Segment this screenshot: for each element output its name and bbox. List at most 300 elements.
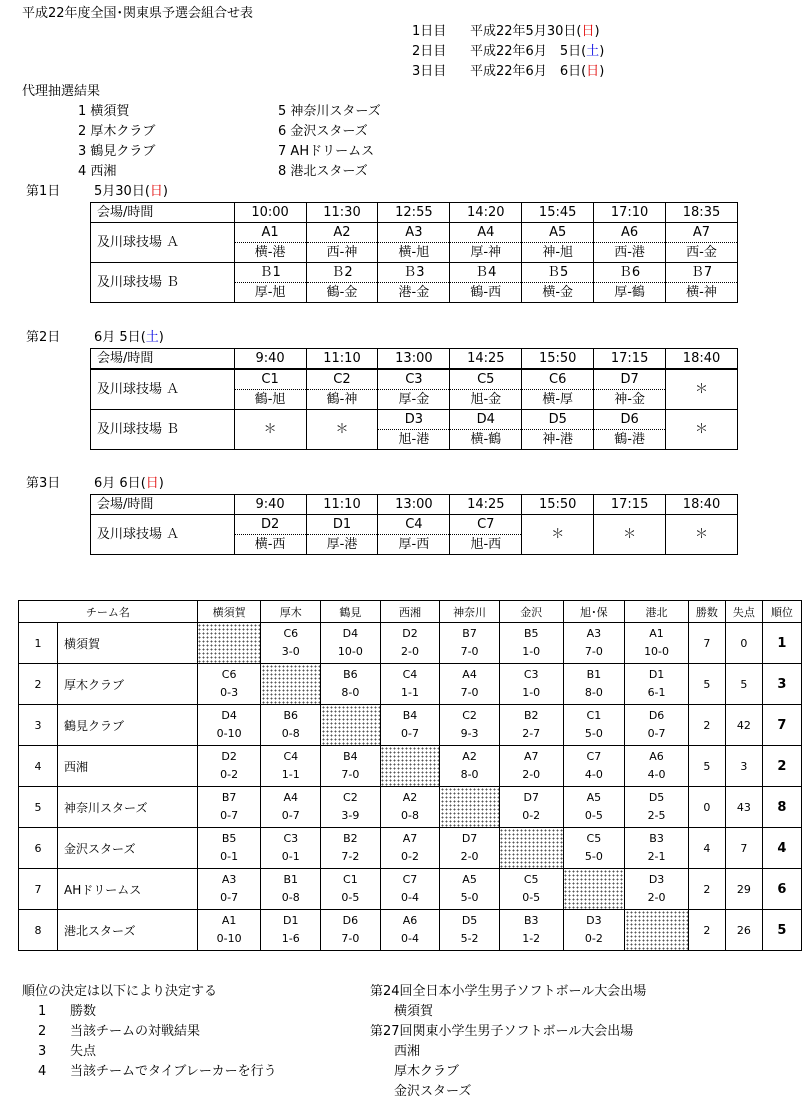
results-game-code: A4 xyxy=(283,791,299,804)
rules-heading: 順位の決定は以下により決定する xyxy=(22,984,218,999)
results-match-cell xyxy=(499,787,563,828)
results-game-code: C4 xyxy=(402,668,418,681)
results-match-cell xyxy=(197,910,261,951)
day-weekday: 日 xyxy=(581,24,595,39)
results-self-cell xyxy=(197,623,261,664)
schedule-game-code: Ｂ1 xyxy=(234,263,306,283)
qualifier-team: 厚木クラブ xyxy=(394,1064,460,1079)
results-score: 8-0 xyxy=(341,686,360,699)
schedule-game-code: C7 xyxy=(450,515,522,535)
results-score: 0-4 xyxy=(400,932,419,945)
rule-number: 4 xyxy=(38,1064,47,1079)
results-score: 0-8 xyxy=(400,809,419,822)
results-game-code: B6 xyxy=(343,668,358,681)
results-match-cell xyxy=(563,787,625,828)
schedule-day-label: 第1日 xyxy=(26,184,61,199)
results-score: 7-0 xyxy=(460,686,479,699)
day-weekday: 日 xyxy=(586,64,600,79)
schedule-venue-row xyxy=(91,515,738,535)
results-score: 0-7 xyxy=(400,727,419,740)
schedule-game-code: A2 xyxy=(306,223,378,243)
results-row xyxy=(19,787,802,828)
schedule-game-code: Ｂ4 xyxy=(450,263,522,283)
schedule-game-code: C3 xyxy=(378,369,450,390)
schedule-game-code: D3 xyxy=(378,410,450,430)
results-game-code: C7 xyxy=(402,873,418,886)
results-match-cell xyxy=(380,705,440,746)
results-game-code: A2 xyxy=(462,750,477,763)
results-score: 2-1 xyxy=(647,850,666,863)
schedule-empty-slot: ＊ xyxy=(666,410,738,450)
results-wins: 7 xyxy=(688,623,725,664)
results-match-cell xyxy=(440,869,500,910)
results-runs-allowed: 7 xyxy=(725,828,762,869)
results-game-code: D7 xyxy=(523,791,539,804)
results-score: 4-0 xyxy=(647,768,666,781)
schedule-matchup: 西-金 xyxy=(666,243,738,263)
results-match-cell xyxy=(321,787,381,828)
schedule-date-text: 6月 5日 xyxy=(94,330,141,345)
results-row xyxy=(19,746,802,787)
results-match-cell xyxy=(261,910,321,951)
results-game-code: D2 xyxy=(221,750,237,763)
schedule-matchup: 西-神 xyxy=(306,243,378,263)
results-match-cell xyxy=(625,623,689,664)
results-score: 5-0 xyxy=(584,727,603,740)
results-score: 2-7 xyxy=(522,727,541,740)
schedule-date xyxy=(94,330,164,346)
schedule-matchup: 横-西 xyxy=(234,535,306,555)
results-game-code: A5 xyxy=(586,791,602,804)
results-score: 2-0 xyxy=(647,891,666,904)
lottery-team xyxy=(78,104,129,120)
results-score: 0-7 xyxy=(647,727,666,740)
results-score: 0-8 xyxy=(281,891,300,904)
results-match-cell xyxy=(380,664,440,705)
results-game-code: B3 xyxy=(523,914,539,927)
results-runs-allowed: 42 xyxy=(725,705,762,746)
results-self-cell xyxy=(321,705,381,746)
results-header-cell: 厚木 xyxy=(261,601,321,623)
results-match-cell xyxy=(197,828,261,869)
results-self-cell xyxy=(261,664,321,705)
results-score: 0-4 xyxy=(400,891,419,904)
results-game-code: C6 xyxy=(283,627,299,640)
results-team-no: 7 xyxy=(19,869,58,910)
schedule-matchup: 横-神 xyxy=(666,283,738,303)
schedule-matchup: 厚-西 xyxy=(378,535,450,555)
results-wins: 2 xyxy=(688,869,725,910)
results-header-cell: 横須賀 xyxy=(197,601,261,623)
results-match-cell xyxy=(197,664,261,705)
schedule-date-text: 5月30日 xyxy=(94,184,145,199)
results-score: 8-0 xyxy=(584,686,603,699)
schedule-game-code: A4 xyxy=(450,223,522,243)
results-match-cell xyxy=(197,705,261,746)
schedule-time: 9:40 xyxy=(234,495,306,515)
results-match-cell xyxy=(499,623,563,664)
schedule-matchup: 横-港 xyxy=(234,243,306,263)
results-game-code: C5 xyxy=(586,832,602,845)
schedule-matchup: 神-港 xyxy=(522,430,594,450)
schedule-paren-close: ) xyxy=(162,184,168,199)
results-score: 0-7 xyxy=(220,891,239,904)
lottery-heading: 代理抽選結果 xyxy=(22,84,101,99)
schedule-time: 15:50 xyxy=(522,349,594,370)
qualifier-team: 金沢スターズ xyxy=(394,1084,472,1099)
lottery-team-name: 神奈川スターズ xyxy=(290,104,381,119)
results-score: 1-1 xyxy=(281,768,300,781)
schedule-empty-slot: ＊ xyxy=(666,369,738,410)
results-score: 5-2 xyxy=(460,932,479,945)
schedule-weekday: 日 xyxy=(149,184,163,199)
schedule-paren-open: ( xyxy=(140,330,146,345)
schedule-time: 17:10 xyxy=(594,203,666,223)
results-game-code: C3 xyxy=(283,832,299,845)
rule-number: 2 xyxy=(38,1024,47,1039)
qualifier-title: 第27回関東小学生男子ソフトボール大会出場 xyxy=(370,1024,634,1039)
lottery-team-no: 5 xyxy=(278,104,287,119)
schedule-game-code: C5 xyxy=(450,369,522,390)
schedule-date xyxy=(94,476,164,492)
rule-number: 3 xyxy=(38,1044,47,1059)
schedule-venue-name: 及川球技場 Ａ xyxy=(91,223,235,263)
results-score: 0-10 xyxy=(216,932,242,945)
results-score: 0-2 xyxy=(522,809,541,822)
results-self-cell xyxy=(380,746,440,787)
rule-text: 失点 xyxy=(70,1044,97,1059)
results-match-cell xyxy=(261,705,321,746)
results-row xyxy=(19,705,802,746)
schedule-day-label: 第2日 xyxy=(26,330,61,345)
day-label: 2日目 xyxy=(412,44,447,59)
results-score: 2-5 xyxy=(647,809,666,822)
results-match-cell xyxy=(261,828,321,869)
results-score: 3-9 xyxy=(341,809,360,822)
results-match-cell xyxy=(261,746,321,787)
schedule-game-code: D1 xyxy=(306,515,378,535)
results-game-code: A5 xyxy=(462,873,477,886)
schedule-game-code: A7 xyxy=(666,223,738,243)
schedule-venue-row xyxy=(91,410,738,430)
results-game-code: C1 xyxy=(343,873,358,886)
schedule-game-code: Ｂ5 xyxy=(522,263,594,283)
results-team-name: AHドリームス xyxy=(58,869,198,910)
results-match-cell xyxy=(197,787,261,828)
rule-text: 当該チームでタイブレーカーを行う xyxy=(70,1064,277,1079)
results-match-cell xyxy=(261,869,321,910)
day-date-text: 平成22年6月 5日 xyxy=(470,44,582,59)
results-team-no: 4 xyxy=(19,746,58,787)
page-title: 平成22年度全国･関東県予選会組合せ表 xyxy=(22,6,254,21)
schedule-game-code: C2 xyxy=(306,369,378,390)
results-game-code: B7 xyxy=(462,627,477,640)
schedule-venue-row xyxy=(91,263,738,283)
results-game-code: D1 xyxy=(283,914,299,927)
results-score: 3-0 xyxy=(281,645,300,658)
results-game-code: C2 xyxy=(343,791,358,804)
day-paren-close: ) xyxy=(594,24,600,39)
results-score: 0-3 xyxy=(220,686,239,699)
schedule-game-code: C4 xyxy=(378,515,450,535)
lottery-team-no: 1 xyxy=(78,104,87,119)
results-game-code: B2 xyxy=(523,709,539,722)
results-game-code: D5 xyxy=(461,914,478,927)
lottery-team xyxy=(78,164,116,180)
results-match-cell xyxy=(499,869,563,910)
schedule-matchup: 鶴-金 xyxy=(306,283,378,303)
results-score: 7-2 xyxy=(341,850,360,863)
schedule-matchup: 厚-旭 xyxy=(234,283,306,303)
results-match-cell xyxy=(625,705,689,746)
schedule-matchup: 厚-金 xyxy=(378,390,450,410)
day-date-text: 平成22年6月 6日 xyxy=(470,64,582,79)
schedule-empty-slot: ＊ xyxy=(234,410,306,450)
results-game-code: D7 xyxy=(461,832,478,845)
results-wins: 5 xyxy=(688,746,725,787)
results-team-name: 港北スターズ xyxy=(58,910,198,951)
schedule-game-code: Ｂ6 xyxy=(594,263,666,283)
schedule-matchup: 旭-西 xyxy=(450,535,522,555)
schedule-time: 14:20 xyxy=(450,203,522,223)
schedule-time: 17:15 xyxy=(594,349,666,370)
results-wins: 2 xyxy=(688,705,725,746)
results-match-cell xyxy=(380,623,440,664)
results-score: 0-7 xyxy=(220,809,239,822)
results-score: 0-10 xyxy=(216,727,242,740)
schedule-header-label: 会場/時間 xyxy=(91,349,235,370)
schedule-time: 11:10 xyxy=(306,495,378,515)
schedule-game-code: D5 xyxy=(522,410,594,430)
results-score: 0-7 xyxy=(281,809,300,822)
results-row xyxy=(19,869,802,910)
results-team-name: 神奈川スターズ xyxy=(58,787,198,828)
schedule-matchup: 横-鶴 xyxy=(450,430,522,450)
schedule-empty-slot: ＊ xyxy=(522,515,594,555)
schedule-time: 18:35 xyxy=(666,203,738,223)
lottery-team xyxy=(278,124,368,140)
results-header-team: チーム名 xyxy=(19,601,198,623)
results-score: 5-0 xyxy=(584,850,603,863)
results-game-code: A2 xyxy=(402,791,418,804)
results-header-cell: 鶴見 xyxy=(321,601,381,623)
schedule-paren-open: ( xyxy=(144,184,150,199)
results-score: 10-0 xyxy=(337,645,363,658)
results-rank: 5 xyxy=(762,910,801,951)
results-row xyxy=(19,664,802,705)
results-match-cell xyxy=(380,910,440,951)
results-runs-allowed: 5 xyxy=(725,664,762,705)
schedule-game-code: A6 xyxy=(594,223,666,243)
results-game-code: D3 xyxy=(586,914,602,927)
results-match-cell xyxy=(321,664,381,705)
results-row xyxy=(19,910,802,951)
results-game-code: C7 xyxy=(586,750,602,763)
day-weekday: 土 xyxy=(586,44,600,59)
schedule-game-code: C6 xyxy=(522,369,594,390)
results-score: 1-0 xyxy=(522,686,541,699)
schedule-time: 13:00 xyxy=(378,349,450,370)
results-rank: 1 xyxy=(762,623,801,664)
schedule-matchup: 鶴-西 xyxy=(450,283,522,303)
results-match-cell xyxy=(440,623,500,664)
results-match-cell xyxy=(440,664,500,705)
results-match-cell xyxy=(499,910,563,951)
schedule-venue-name: 及川球技場 Ｂ xyxy=(91,263,235,303)
schedule-paren-open: ( xyxy=(140,476,146,491)
results-self-cell xyxy=(563,869,625,910)
results-match-cell xyxy=(197,746,261,787)
rule-text: 勝数 xyxy=(70,1004,97,1019)
schedule-time: 10:00 xyxy=(234,203,306,223)
results-runs-allowed: 26 xyxy=(725,910,762,951)
schedule-matchup: 鶴-神 xyxy=(306,390,378,410)
results-runs-allowed: 3 xyxy=(725,746,762,787)
results-score: 2-0 xyxy=(460,850,479,863)
results-rank: 4 xyxy=(762,828,801,869)
schedule-empty-slot: ＊ xyxy=(594,515,666,555)
results-match-cell xyxy=(440,705,500,746)
results-team-no: 8 xyxy=(19,910,58,951)
qualifier-team: 西湘 xyxy=(394,1044,421,1059)
schedule-matchup: 横-金 xyxy=(522,283,594,303)
results-header-cell: 失点 xyxy=(725,601,762,623)
results-header-cell: 勝数 xyxy=(688,601,725,623)
results-game-code: D1 xyxy=(648,668,665,681)
qualifier-team: 横須賀 xyxy=(394,1004,434,1019)
schedule-game-code: D4 xyxy=(450,410,522,430)
schedule-matchup: 鶴-旭 xyxy=(234,390,306,410)
results-score: 10-0 xyxy=(644,645,670,658)
results-match-cell xyxy=(563,705,625,746)
schedule-header-row xyxy=(91,349,738,370)
results-header-cell: 神奈川 xyxy=(440,601,500,623)
schedule-game-code: Ｂ3 xyxy=(378,263,450,283)
results-wins: 2 xyxy=(688,910,725,951)
results-score: 2-0 xyxy=(400,645,419,658)
results-row xyxy=(19,828,802,869)
schedule-time: 11:30 xyxy=(306,203,378,223)
results-match-cell xyxy=(625,787,689,828)
qualifier-title: 第24回全日本小学生男子ソフトボール大会出場 xyxy=(370,984,647,999)
results-wins: 5 xyxy=(688,664,725,705)
schedule-time: 17:15 xyxy=(594,495,666,515)
lottery-team-name: 港北スターズ xyxy=(290,164,368,179)
results-game-code: D2 xyxy=(402,627,418,640)
schedule-matchup: 鶴-港 xyxy=(594,430,666,450)
results-team-no: 5 xyxy=(19,787,58,828)
lottery-team-no: 7 xyxy=(278,144,287,159)
results-match-cell xyxy=(499,705,563,746)
results-game-code: C1 xyxy=(586,709,602,722)
lottery-team-no: 4 xyxy=(78,164,87,179)
results-match-cell xyxy=(563,623,625,664)
results-game-code: A1 xyxy=(221,914,237,927)
schedule-day-label: 第3日 xyxy=(26,476,61,491)
results-score: 1-2 xyxy=(522,932,541,945)
results-runs-allowed: 0 xyxy=(725,623,762,664)
lottery-team-no: 6 xyxy=(278,124,287,139)
results-score: 1-0 xyxy=(522,645,541,658)
results-score: 8-0 xyxy=(460,768,479,781)
day-paren-close: ) xyxy=(599,64,605,79)
schedule-matchup: 旭-金 xyxy=(450,390,522,410)
results-game-code: D4 xyxy=(342,627,359,640)
schedule-game-code: A3 xyxy=(378,223,450,243)
schedule-venue-name: 及川球技場 Ａ xyxy=(91,369,235,410)
schedule-paren-close: ) xyxy=(158,476,164,491)
results-match-cell xyxy=(321,869,381,910)
results-game-code: B4 xyxy=(402,709,418,722)
results-match-cell xyxy=(440,746,500,787)
results-game-code: C3 xyxy=(523,668,539,681)
results-score: 0-1 xyxy=(281,850,300,863)
results-game-code: C6 xyxy=(221,668,237,681)
results-match-cell xyxy=(380,869,440,910)
schedule-matchup: 港-金 xyxy=(378,283,450,303)
results-score: 7-0 xyxy=(460,645,479,658)
schedule-time: 15:50 xyxy=(522,495,594,515)
day-date-text: 平成22年5月30日 xyxy=(470,24,577,39)
results-game-code: A6 xyxy=(649,750,664,763)
rule-number: 1 xyxy=(38,1004,47,1019)
results-score: 0-2 xyxy=(220,768,239,781)
results-team-name: 西湘 xyxy=(58,746,198,787)
schedule-game-code: Ｂ7 xyxy=(666,263,738,283)
results-match-cell xyxy=(380,787,440,828)
schedule-game-code: A5 xyxy=(522,223,594,243)
schedule-matchup: 厚-神 xyxy=(450,243,522,263)
results-match-cell xyxy=(625,828,689,869)
results-header-cell: 西湘 xyxy=(380,601,440,623)
lottery-team xyxy=(278,164,368,180)
lottery-team-name: 横須賀 xyxy=(90,104,130,119)
results-rank: 8 xyxy=(762,787,801,828)
lottery-team-name: 金沢スターズ xyxy=(290,124,368,139)
results-match-cell xyxy=(261,623,321,664)
results-game-code: B6 xyxy=(283,709,299,722)
results-game-code: D5 xyxy=(648,791,665,804)
lottery-team-name: 鶴見クラブ xyxy=(90,144,156,159)
results-match-cell xyxy=(321,828,381,869)
results-score: 0-1 xyxy=(220,850,239,863)
results-match-cell xyxy=(440,910,500,951)
schedule-time: 18:40 xyxy=(666,349,738,370)
day-paren-open: ( xyxy=(581,44,587,59)
results-game-code: B5 xyxy=(523,627,539,640)
schedule-time: 18:40 xyxy=(666,495,738,515)
results-self-cell xyxy=(625,910,689,951)
schedule-header-row xyxy=(91,203,738,223)
results-score: 1-6 xyxy=(281,932,300,945)
lottery-team-no: 2 xyxy=(78,124,87,139)
schedule-empty-slot: ＊ xyxy=(306,410,378,450)
schedule-matchup: 旭-港 xyxy=(378,430,450,450)
results-score: 1-1 xyxy=(400,686,419,699)
results-match-cell xyxy=(261,787,321,828)
schedule-matchup: 厚-鶴 xyxy=(594,283,666,303)
lottery-team-name: 厚木クラブ xyxy=(90,124,156,139)
results-match-cell xyxy=(563,910,625,951)
schedule-time: 14:25 xyxy=(450,495,522,515)
results-match-cell xyxy=(440,828,500,869)
results-score: 7-0 xyxy=(341,768,360,781)
results-score: 0-2 xyxy=(400,850,419,863)
lottery-team xyxy=(78,144,155,160)
schedule-date xyxy=(94,184,168,200)
results-game-code: D4 xyxy=(221,709,237,722)
schedule-venue-row xyxy=(91,369,738,390)
